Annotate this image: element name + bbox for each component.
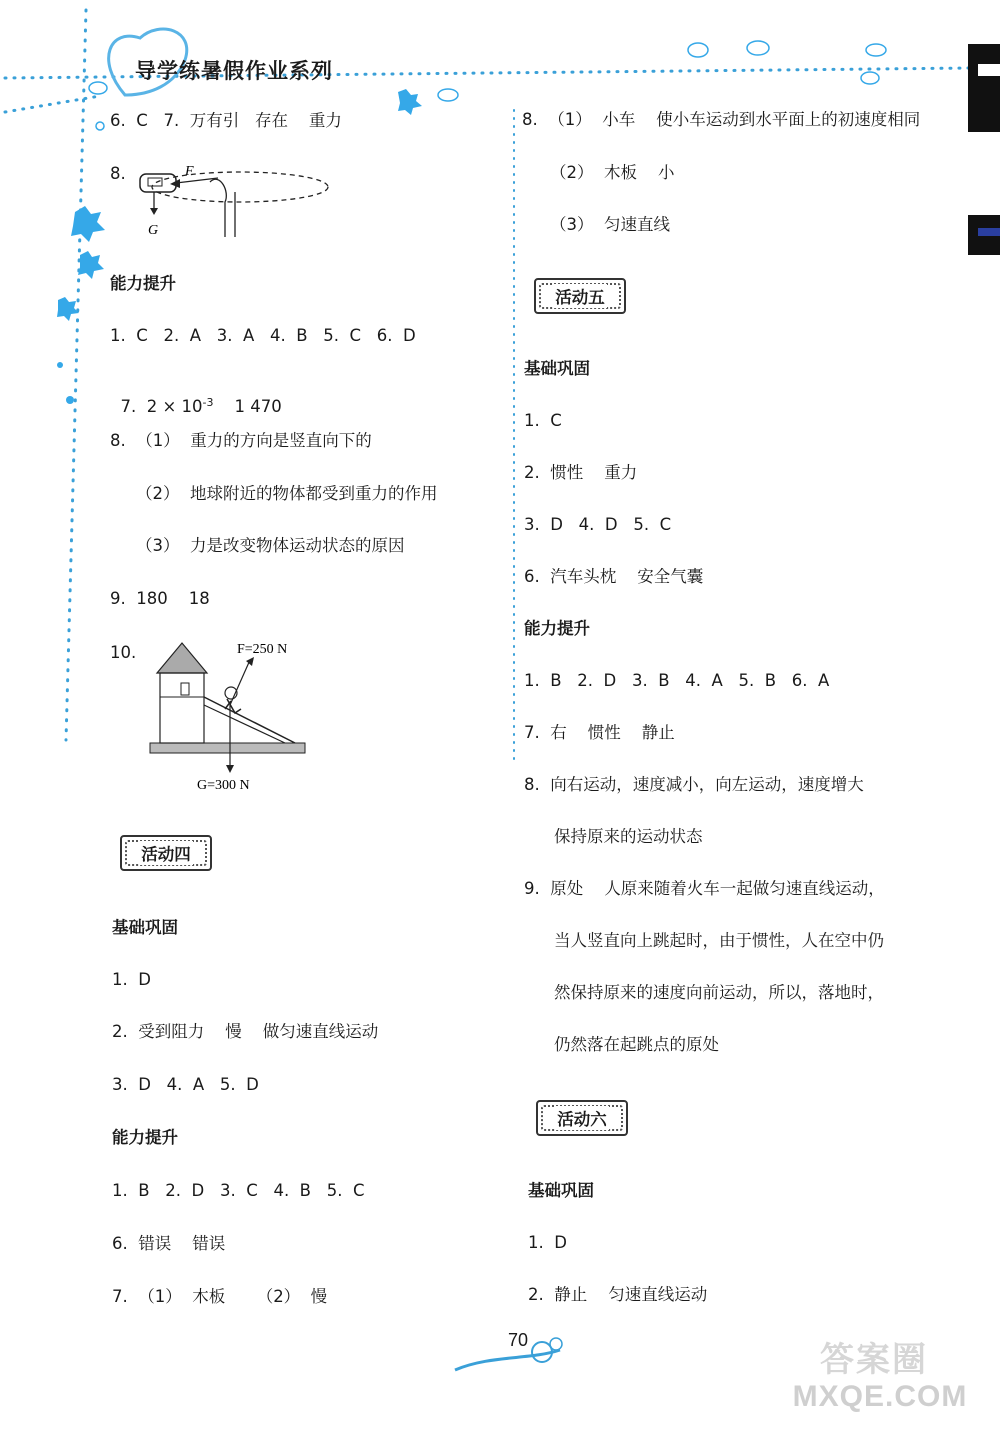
answer-line: 6. C 7. 万有引 存在 重力	[110, 111, 342, 130]
answer-line: 1. B 2. D 3. B 4. A 5. B 6. A	[524, 671, 830, 690]
force-label: F	[185, 164, 194, 179]
watermark-logo	[780, 1340, 980, 1414]
page-number: 70	[507, 1330, 529, 1350]
answer-line: （3） 力是改变物体运动状态的原因	[136, 536, 405, 555]
watermark-top: 答案圈	[820, 1340, 928, 1380]
answer-line: 1. D	[528, 1233, 567, 1252]
answer-line: 仍然落在起跳点的原处	[554, 1035, 719, 1054]
answer-line: 2. 静止 匀速直线运动	[528, 1285, 708, 1304]
answer-line: 9. 原处 人原来随着火车一起做匀速直线运动，	[524, 879, 885, 898]
answer-line: 8. 向右运动，速度减小，向左运动，速度增大	[524, 775, 864, 794]
gravity-label: G=300 N	[197, 778, 250, 793]
answer-line: 10.	[110, 643, 137, 662]
answer-line: 当人竖直向上跳起时，由于惯性，人在空中仍	[554, 931, 884, 950]
section-heading: 能力提升	[110, 274, 176, 293]
answer-line: 2. 惯性 重力	[524, 463, 638, 482]
gravity-label: G	[148, 223, 159, 238]
figure-circular-motion	[130, 152, 330, 242]
answer-line: 保持原来的运动状态	[554, 827, 703, 846]
answer-line: （2） 地球附近的物体都受到重力的作用	[136, 484, 438, 503]
watermark-text: MXQE.COM	[792, 1380, 968, 1413]
answer-line: 然保持原来的速度向前运动，所以，落地时，	[554, 983, 884, 1002]
section-heading: 基础巩固	[112, 918, 178, 937]
answer-line: 7. （1） 木板 （2） 慢	[112, 1287, 328, 1306]
answer-line: 6. 错误 错误	[112, 1234, 226, 1253]
answer-line: （2） 木板 小	[550, 163, 675, 182]
activity-badge: 活动五	[534, 278, 626, 314]
answer-line: 3. D 4. A 5. D	[112, 1075, 259, 1094]
answer-line: 1. D	[112, 970, 151, 989]
answer-line: 6. 汽车头枕 安全气囊	[524, 567, 704, 586]
force-label: F=250 N	[237, 642, 288, 657]
answer-line: 1. B 2. D 3. C 4. B 5. C	[112, 1181, 365, 1200]
q7-value: 1 470	[234, 396, 282, 416]
answer-line: 1. C 2. A 3. A 4. B 5. C 6. D	[110, 326, 416, 345]
answer-line: 2. 受到阻力 慢 做匀速直线运动	[112, 1022, 379, 1041]
section-heading: 能力提升	[112, 1128, 178, 1147]
q7-exponent: -3	[202, 395, 214, 409]
answer-line: 9. 180 18	[110, 589, 210, 608]
section-heading: 基础巩固	[528, 1181, 594, 1200]
activity-badge: 活动四	[120, 835, 212, 871]
answer-line: 8.	[110, 164, 126, 183]
answer-line: 8. （1） 小车 使小车运动到水平面上的初速度相同	[522, 110, 921, 129]
answer-line: 1. C	[524, 411, 562, 430]
answer-line: 7. 右 惯性 静止	[524, 723, 675, 742]
q7-base: 7. 2 × 10	[120, 396, 203, 416]
answer-line: （3） 匀速直线	[550, 215, 670, 234]
section-heading: 基础巩固	[524, 359, 590, 378]
answer-line: 3. D 4. D 5. C	[524, 515, 672, 534]
figure-slide	[145, 635, 335, 800]
answer-line	[110, 380, 282, 415]
activity-badge: 活动六	[536, 1100, 628, 1136]
series-title: 导学练暑假作业系列	[135, 59, 333, 83]
answer-line: 8. （1） 重力的方向是竖直向下的	[110, 431, 372, 450]
section-heading: 能力提升	[524, 619, 590, 638]
